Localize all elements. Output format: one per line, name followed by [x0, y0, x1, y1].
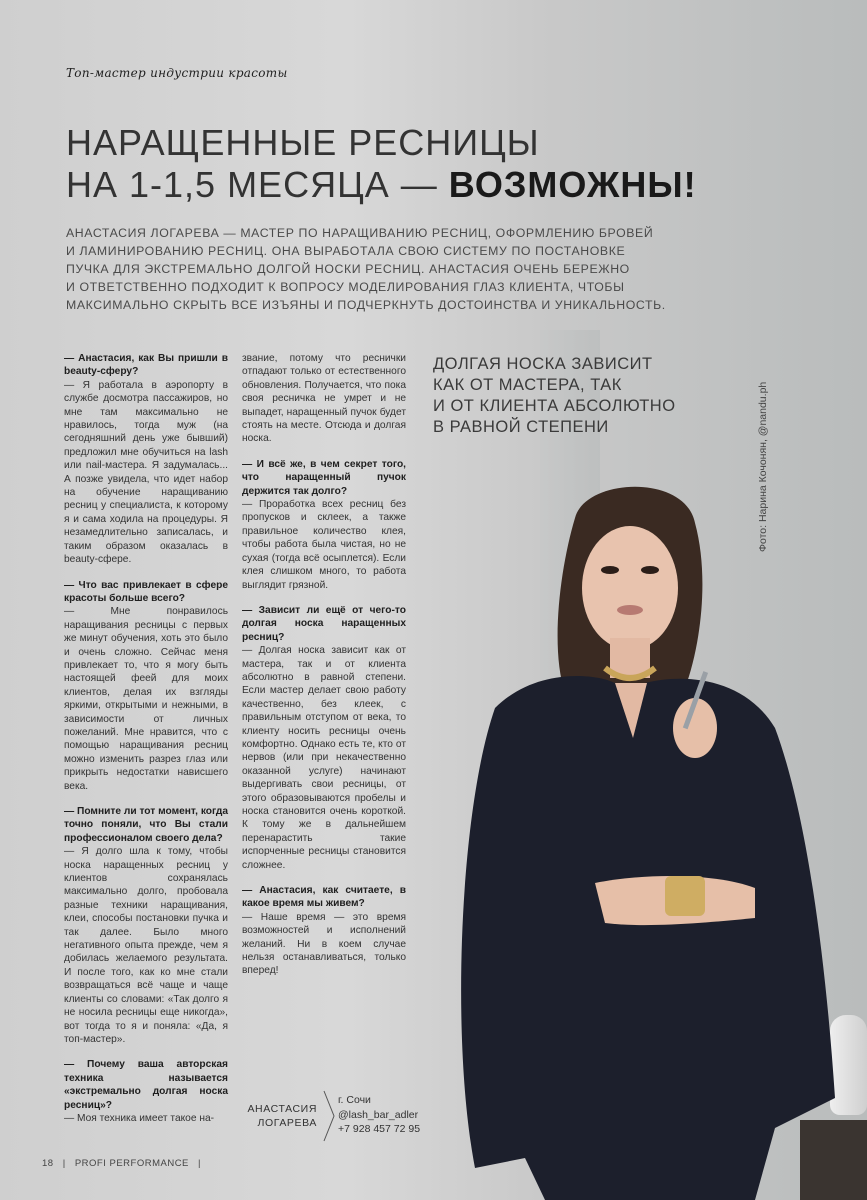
contact-instagram: @lash_bar_adler — [338, 1108, 419, 1121]
face-shape — [582, 526, 678, 650]
interview-answer: — Я работала в аэропорту в службе досмотра пассажиров, но мне там максимально не нравилось, тогда муж (на сегодняшний день уже бывший) предложил мне обучиться на lash или nail-мастера. Я задумалась... А позже увидела, что идет набор на обучение наращиванию ресниц у специалиста, к которому я и сама ходила на процедуры. Я незамедлительно записалась, и таким образом оказалась в beauty-сфере. — [64, 379, 228, 566]
lead-line: И ОТВЕТСТВЕННО ПОДХОДИТ К ВОПРОСУ МОДЕЛИРОВАНИЯ ГЛАЗ КЛИЕНТА, ЧТОБЫ — [66, 280, 625, 294]
contact-name — [242, 1102, 317, 1130]
interview-answer: звание, потому что реснички отпадают только от естественного обновления. Получается, что пока своя ресничка не умрет и не выпадет, наращенный пучок будет стоять на месте. Отсюда и долгая носка. — [242, 353, 406, 445]
article-column-2 — [242, 352, 406, 990]
contact-name-line2: ЛОГАРЕВА — [257, 1117, 317, 1129]
lead-line: ПУЧКА ДЛЯ ЭКСТРЕМАЛЬНО ДОЛГОЙ НОСКИ РЕСНИЦ. АНАСТАСИЯ ОЧЕНЬ БЕРЕЖНО — [66, 262, 630, 276]
interview-answer: — Проработка всех ресниц без пропусков и склеек, а также правильное количество клея, чтобы работа была чистая, но не сухая (тогда всё осыплется). Если клея слишком много, то работа выглядит грязной. — [242, 499, 406, 591]
pull-quote-line: В РАВНОЙ СТЕПЕНИ — [433, 418, 609, 436]
lead-line: И ЛАМИНИРОВАНИЮ РЕСНИЦ. ОНА ВЫРАБОТАЛА СВОЮ СИСТЕМУ ПО ПОСТАНОВКЕ — [66, 244, 626, 258]
interview-answer: — Моя техника имеет такое на- — [64, 1112, 215, 1124]
footer-separator: | — [198, 1158, 201, 1169]
lead-paragraph — [66, 224, 666, 314]
pull-quote-line: КАК ОТ МАСТЕРА, ТАК — [433, 376, 622, 394]
section-kicker: Топ-мастер индустрии красоты — [66, 66, 288, 80]
contact-info — [338, 1093, 420, 1137]
interview-answer: — Я долго шла к тому, чтобы носка наращенных ресниц у клиентов сохранялась максимально долго, пробовала разные техники наращивания, клеи, способы постановки пучка и так далее. Было много негативного опыта прежде, чем я добилась желаемого результата. И после того, как ко мне стали возвращаться всё чаще и чаще клиенты со словами: «Так долго я не носила ресницы еще никогда», вот тогда то я и поняла: «Да, я топ-мастер». — [64, 846, 228, 1045]
portrait-photo — [455, 478, 845, 1200]
article-column-1 — [64, 352, 228, 1137]
footer-separator: | — [62, 1158, 66, 1169]
interview-answer: — Наше время — это время возможностей и исполнений желаний. Ни в коем случае нельзя останавливаться, только вперед! — [242, 911, 406, 977]
interview-answer: — Мне понравилось наращивания ресницы с первых же минут обучения, хоть это было и очень сложно. Сейчас меня привлекает то, что я могу быть настоящей феей для моих клиентов, делая их взгляды яркими, открытыми и нежными, в зависимости от личных пожеланий. Мне нравится, что с помощью наращивания ресниц можно изменить разрез глаз или прикрыть недостатки нависшего века. — [64, 606, 228, 792]
lead-line: МАКСИМАЛЬНО СКРЫТЬ ВСЕ ИЗЪЯНЫ И ПОДЧЕРКНУТЬ ДОСТОИНСТВА И УНИКАЛЬНОСТЬ. — [66, 298, 666, 312]
headline-line2: НА 1-1,5 МЕСЯЦА — — [66, 164, 449, 205]
contact-city: г. Сочи — [338, 1094, 371, 1106]
interview-answer: — Долгая носка зависит как от мастера, так и от клиента абсолютно в равной степени. Если мастер делает свою работу качественно, без клеек, с правильным отступом от века, то клиенту носить ресницы очень комфортно. Однако есть те, кто от нервов (или при некачественно оказанной услуге) начинают выдергивать свои ресницы, от этого образовываются пробелы и носка становится очень короткой. К тому же в дальнейшем перенарастить такие испорченные ресницы становится сложнее. — [242, 645, 406, 871]
pull-quote — [433, 354, 723, 438]
interview-question: — Помните ли тот момент, когда точно поняли, что Вы стали профессионалом своего дела? — [64, 806, 228, 844]
pull-quote-line: ДОЛГАЯ НОСКА ЗАВИСИТ — [433, 355, 653, 373]
headline-emphasis: ВОЗМОЖНЫ! — [448, 164, 697, 205]
interview-question: — Анастасия, как считаете, в какое время мы живем? — [242, 885, 406, 910]
interview-question: — И всё же, в чем секрет того, что наращенный пучок держится так долго? — [242, 458, 406, 497]
interview-question: — Что вас привлекает в сфере красоты больше всего? — [64, 579, 228, 604]
magazine-name: PROFI PERFORMANCE — [74, 1158, 189, 1169]
page-number: 18 — [42, 1158, 54, 1169]
headline-line1: НАРАЩЕННЫЕ РЕСНИЦЫ — [66, 122, 540, 163]
photo-credit: Фото: Нарина Кочонян, @nandu.ph — [757, 381, 769, 552]
interview-question: — Зависит ли ещё от чего-то долгая носка наращенных ресниц? — [242, 604, 406, 643]
contact-phone: +7 928 457 72 95 — [338, 1123, 421, 1135]
chevron-right-icon — [322, 1090, 336, 1142]
dress-shape — [461, 676, 835, 1200]
pull-quote-line: И ОТ КЛИЕНТА АБСОЛЮТНО — [433, 397, 676, 415]
headline — [66, 122, 697, 206]
contact-name-line1: АНАСТАСИЯ — [247, 1103, 317, 1115]
page-footer — [42, 1158, 207, 1169]
interview-question: — Почему ваша авторская техника называется «экстремально долгая носка ресниц»? — [64, 1059, 228, 1111]
interview-question: — Анастасия, как Вы пришли в beauty-сферу? — [64, 353, 228, 378]
lead-line: АНАСТАСИЯ ЛОГАРЕВА — МАСТЕР ПО НАРАЩИВАНИЮ РЕСНИЦ, ОФОРМЛЕНИЮ БРОВЕЙ — [66, 226, 654, 240]
